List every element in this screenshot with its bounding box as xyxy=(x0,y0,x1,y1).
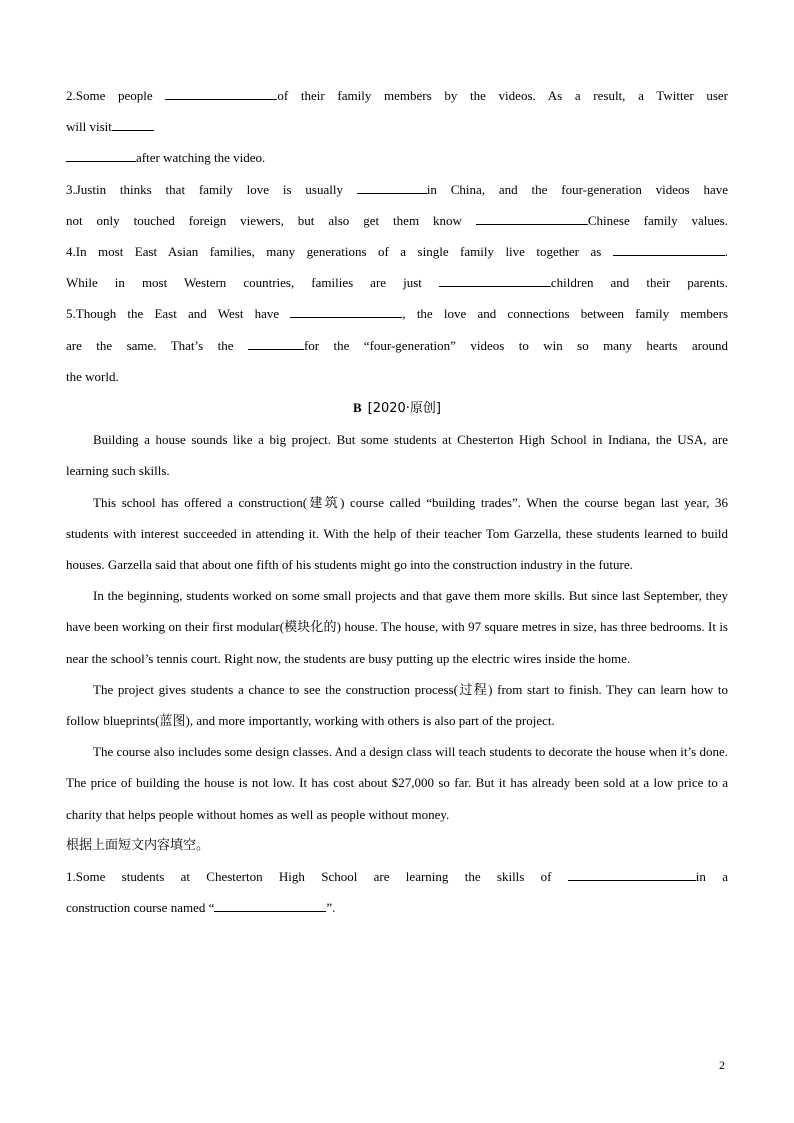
passage-paragraph: The project gives students a chance to see the construction process(过程) from start to finish. They can learn how to follow blueprints(蓝图), and more importantly, working with others is also part of the project. xyxy=(66,681,728,729)
question-2-line-1: 2.Some people of their family members by the videos. As a result, a Twitter user xyxy=(66,88,728,103)
question-5-line-1: 5.Though the East and West have , the love and connections between family members xyxy=(66,306,729,322)
part-b-question-1-line-1: 1.Some students at Chesterton High School are learning the skills of in a xyxy=(66,869,728,885)
question-4-line-1: 4.In most East Asian families, many generations of a single family live together as . xyxy=(66,244,728,260)
answer-blank[interactable] xyxy=(568,867,696,881)
answer-blank[interactable] xyxy=(248,336,304,350)
question-2-line-2: will visit xyxy=(66,111,728,142)
question-3-line-1: 3.Justin thinks that family love is usually in China, and the four-generation videos have xyxy=(66,181,728,197)
question-2-line-3: after watching the video. xyxy=(66,142,728,173)
instruction: 根据上面短文内容填空。 xyxy=(66,837,210,853)
answer-blank[interactable] xyxy=(613,242,725,256)
passage-paragraph: The course also includes some design classes. And a design class will teach students to decorate the house when it’s done. The price of building the house is not low. It has cost about $27,000 so far. But it has already been sold at a low price to a charity that helps people without homes as well as people without money. xyxy=(66,744,728,822)
answer-blank[interactable] xyxy=(439,273,551,287)
part-b-question-1-line-2: construction course named “ ”. xyxy=(66,900,336,916)
question-3-line-2: not only touched foreign viewers, but also get them know Chinese family values. xyxy=(66,212,728,228)
page-number: 2 xyxy=(719,1058,725,1072)
answer-blank[interactable] xyxy=(165,86,277,100)
answer-blank[interactable] xyxy=(357,180,427,194)
section-heading: B [2020·原创] xyxy=(352,400,442,417)
answer-blank[interactable] xyxy=(476,211,588,225)
answer-blank[interactable] xyxy=(214,898,326,912)
question-5-line-3: the world. xyxy=(66,368,119,384)
document-page xyxy=(66,80,728,923)
passage-paragraph: This school has offered a construction(建筑) course called “building trades”. When the course began last year, 36 students with interest succeeded in attending it. With the help of their teacher Tom Garzella, these students learned to build houses. Garzella said that about one fifth of his students might go into the construction industry in the future. xyxy=(66,494,728,573)
question-5-line-2: are the same. That’s the for the “four-generation” videos to win so many hearts around xyxy=(66,337,728,353)
passage-paragraph: In the beginning, students worked on some small projects and that gave them more skills. But since last September, they have been working on their first modular(模块化的) house. The house, with 97 square metres in size, has three bedrooms. It is near the school’s tennis court. Right now, the students are busy putting up the electric wires inside the home. xyxy=(66,588,728,666)
passage-paragraph: Building a house sounds like a big project. But some students at Chesterton High School in Indiana, the USA, are learning such skills. xyxy=(66,432,728,479)
question-4-line-2: While in most Western countries, families are just children and their parents. xyxy=(66,275,728,291)
answer-blank[interactable] xyxy=(290,304,402,318)
answer-blank[interactable] xyxy=(112,117,154,131)
answer-blank[interactable] xyxy=(66,148,136,162)
